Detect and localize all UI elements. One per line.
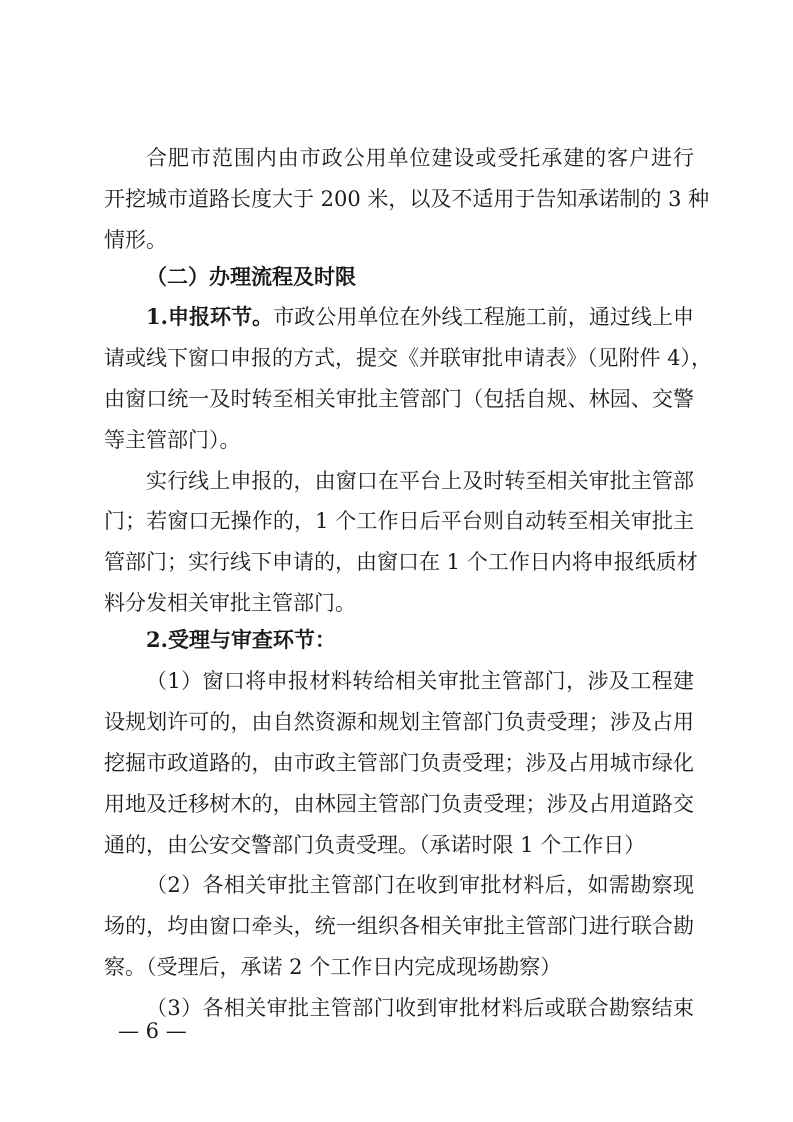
- section-heading: （二）办理流程及时限: [146, 264, 356, 289]
- paragraph-line: 通的，由公安交警部门负责受理。（承诺时限 1 个工作日）: [104, 833, 646, 857]
- paragraph-line: 门；若窗口无操作的，1 个工作日后平台则自动转至相关审批主: [104, 509, 694, 533]
- paragraph-line: 用地及迁移树木的，由林园主管部门负责受理；涉及占用道路交: [104, 792, 694, 816]
- paragraph-line: 管部门；实行线下申请的，由窗口在 1 个工作日内将申报纸质材: [104, 550, 698, 574]
- paragraph-line: （1）窗口将申报材料转给相关审批主管部门，涉及工程建: [146, 669, 694, 693]
- paragraph-line: 合肥市范围内由市政公用单位建设或受托承建的客户进行: [146, 146, 694, 170]
- step-text: 市政公用单位在外线工程施工前，通过线上申: [273, 305, 694, 329]
- paragraph-line: 料分发相关审批主管部门。: [104, 591, 356, 615]
- paragraph-line: 场的，均由窗口牵头，统一组织各相关审批主管部门进行联合勘: [104, 914, 694, 938]
- paragraph-line: [146, 302, 694, 332]
- paragraph-line: 等主管部门）。: [104, 428, 241, 452]
- paragraph-line: 开挖城市道路长度大于 200 米，以及不适用于告知承诺制的 3 种: [104, 187, 710, 211]
- paragraph-line: 挖掘市政道路的，由市政主管部门负责受理；涉及占用城市绿化: [104, 751, 694, 775]
- paragraph-line: 情形。: [104, 228, 167, 252]
- paragraph-line: 察。（受理后，承诺 2 个工作日内完成现场勘察）: [104, 955, 562, 979]
- step-heading: 1.申报环节。: [146, 304, 274, 329]
- paragraph-line: 请或线下窗口申报的方式，提交《并联审批申请表》（见附件 4），: [104, 346, 713, 370]
- paragraph-line: （2）各相关审批主管部门在收到审批材料后，如需勘察现: [146, 873, 694, 897]
- paragraph-line: 由窗口统一及时转至相关审批主管部门（包括自规、林园、交警: [104, 387, 694, 411]
- paragraph-line: 设规划许可的，由自然资源和规划主管部门负责受理；涉及占用: [104, 710, 694, 734]
- page-number: — 6 —: [118, 1019, 187, 1043]
- paragraph-line: （3）各相关审批主管部门收到审批材料后或联合勘察结束: [146, 996, 694, 1020]
- paragraph-line: 实行线上申报的，由窗口在平台上及时转至相关审批主管部: [146, 469, 694, 493]
- step-heading: 2.受理与审查环节：: [146, 627, 336, 652]
